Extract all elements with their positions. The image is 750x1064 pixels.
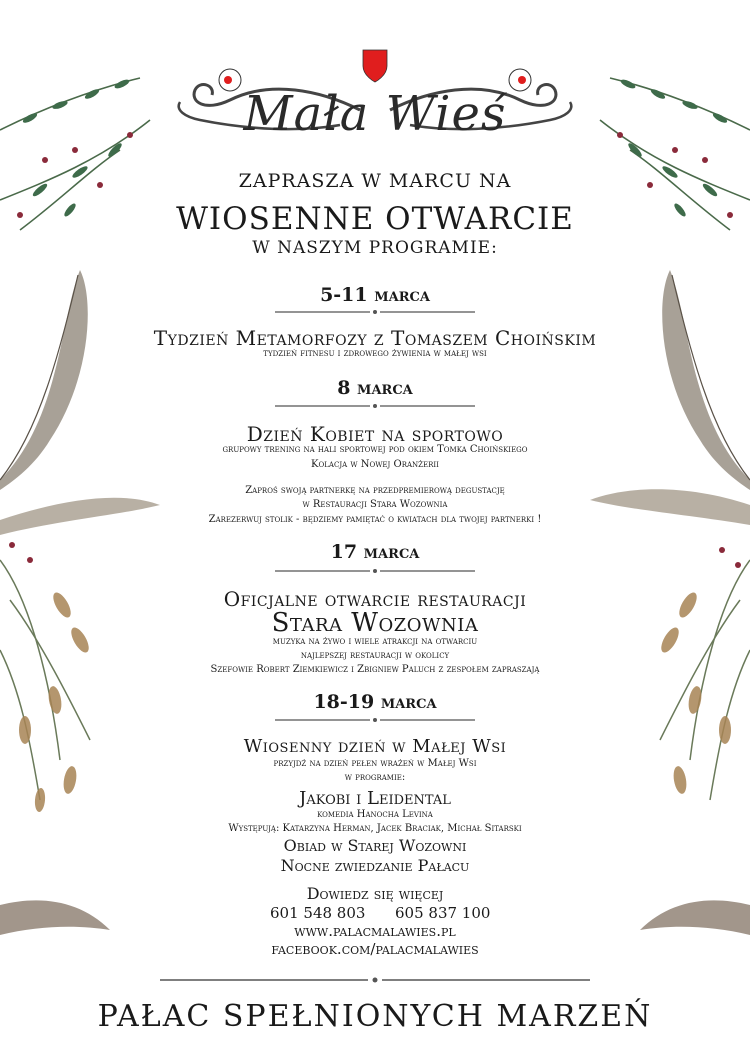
logo <box>160 40 590 160</box>
invite-text: ZAPRASZA W MARCU NA <box>238 170 512 192</box>
event-4-title: Wiosenny dzień w Małej Wsi <box>243 736 507 757</box>
event-3-title: Oficjalne otwarcie restauracji <box>223 587 527 611</box>
event-2-line-4: w Restauracji Stara Wozownia <box>302 499 448 510</box>
footer-divider <box>160 975 590 985</box>
event-2-line-1: grupowy trening na hali sportowej pod okiem Tomka Choińskiego <box>222 444 528 455</box>
event-2-line-5: Zarezerwuj stolik - będziemy pamiętać o kwiatach dla twojej partnerki ! <box>208 514 542 525</box>
main-title: WIOSENNE OTWARCIE <box>176 201 574 237</box>
event-4-line-1: przyjdź na dzień pełen wrażeń w Małej Wsi <box>273 758 477 769</box>
event-1-title: Tydzień Metamorfozy z Tomaszem Choińskim <box>153 326 597 350</box>
event-4-line-5: Występują: Katarzyna Herman, Jacek Braciak, Michał Sitarski <box>228 823 522 834</box>
event-2-date: 8 marca <box>337 377 413 399</box>
event-4-date: 18-19 marca <box>313 691 437 713</box>
event-2-title: Dzień Kobiet na sportowo <box>246 422 504 446</box>
phone-2[interactable]: 605 837 100 <box>395 904 491 922</box>
phone-1[interactable]: 601 548 803 <box>270 904 366 922</box>
event-4-line-7: Nocne zwiedzanie Pałacu <box>280 856 470 875</box>
event-3-line-3: Szefowie Robert Ziemkiewicz i Zbigniew Paluch z zespołem zapraszają <box>210 664 540 675</box>
website-link[interactable]: www.palacmalawies.pl <box>294 922 456 940</box>
event-4-line-6: Obiad w Starej Wozowni <box>283 836 467 855</box>
event-3-line-2: najlepszej restauracji w okolicy <box>300 650 450 661</box>
divider <box>0 307 750 317</box>
footer-slogan: PAŁAC SPEŁNIONYCH MARZEŃ <box>97 999 653 1034</box>
event-2-line-2: Kolacja w Nowej Oranżerii <box>311 459 439 470</box>
divider <box>0 715 750 725</box>
contact-heading: Dowiedz się więcej <box>306 884 444 903</box>
event-3-line-1: muzyka na żywo i wiele atrakcji na otwarciu <box>272 636 478 647</box>
event-2-line-3: Zaproś swoją partnerkę na przedpremierową degustację <box>245 485 505 496</box>
event-4-line-4: komedia Hanocha Levina <box>317 809 433 820</box>
divider <box>0 401 750 411</box>
program-heading: W NASZYM PROGRAMIE: <box>252 238 498 258</box>
event-4-play-title: Jakobi i Leidental <box>299 788 451 809</box>
event-3-restaurant-name: Stara Wozownia <box>271 608 479 638</box>
event-1-subtitle: tydzień fitnesu i zdrowego żywienia w małej wsi <box>263 348 487 359</box>
event-1-date: 5-11 marca <box>320 284 430 306</box>
event-4-line-2: w programie: <box>344 772 406 783</box>
logo-text: Mała Wieś <box>243 86 507 142</box>
divider <box>0 566 750 576</box>
event-3-date: 17 marca <box>330 541 420 563</box>
facebook-link[interactable]: facebook.com/palacmalawies <box>271 940 479 958</box>
